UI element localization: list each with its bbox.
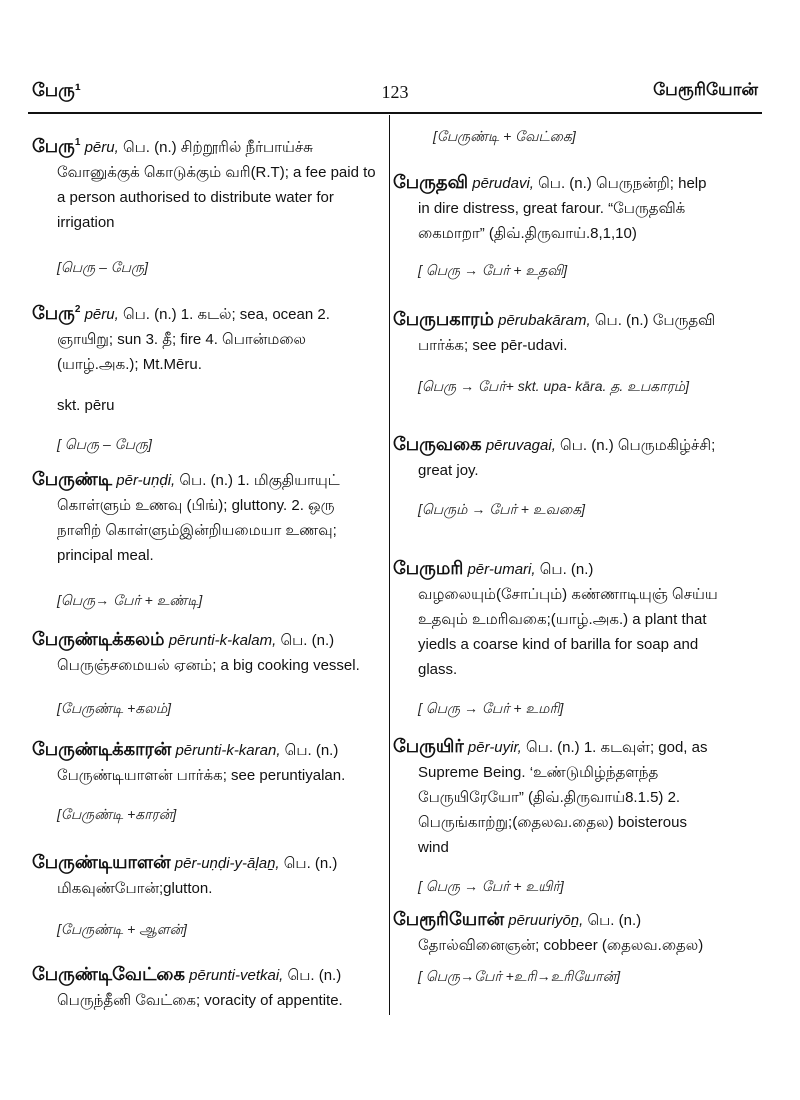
dictionary-entry: [32, 130, 377, 280]
entry-definition: பெ. (n.) தோல்வினைஞன்; cobbeer (தைலவ.தைல): [418, 912, 704, 954]
entry-definition: பெ. (n.) வழலையும்(சோப்பும்) கண்ணாடியுஞ் செய்ய உதவும் உமரிவகை;(யாழ்.அக.) a plant that yiedls a coarse kind of barilla for soap and glass.: [418, 561, 718, 678]
entry-definition: பெ. (n.) 1. மிகுதியாயுட் கொள்ளும் உணவு (பிங்); gluttony. 2. ஒரு நாளிற் கொள்ளும்இன்றியமையா உணவு; principal meal.: [57, 472, 340, 564]
header-right-guideword: பேரூரியோன்: [653, 80, 758, 99]
entry-headword: பேருவகை: [393, 434, 482, 454]
entry-transliteration: pēruvagai,: [485, 437, 556, 454]
entry-headword: பேருண்டி: [32, 469, 113, 489]
entry-transliteration: pērubakāram,: [498, 312, 591, 329]
dictionary-entry: [393, 307, 718, 399]
entry-headword: பேருமரி: [393, 558, 464, 578]
entry-transliteration: pēr-uyir,: [467, 739, 522, 756]
entry-etymology: [ பெரு → பேர் + உமரி]: [418, 700, 564, 716]
entry-transliteration: pērunti-k-karan,: [175, 742, 281, 759]
dictionary-entry: [32, 850, 377, 942]
entry-definition: பெ. (n.) பெருஞ்சமையல் ஏனம்; a big cooking vessel.: [57, 632, 360, 674]
entry-headword: பேருயிர்: [393, 736, 464, 756]
dictionary-entry: [32, 627, 377, 721]
entry-etymology: [பெரு – பேரு]: [57, 259, 148, 275]
entry-definition: பெ. (n.) 1. கடவுள்; god, as Supreme Being. ‘உண்டுமிழ்ந்தளந்த பேருயிரேயோ” (திவ்.திருவாய்8.1.5) 2. பெருங்காற்று;(தைலவ.தைல) boisterous wind: [418, 739, 708, 856]
entry-definition: பெ. (n.) பெருநன்றி; help in dire distress, great farour. “பேருதவிக் கைமாறா” (திவ்.திருவாய்.8,1,10): [418, 175, 707, 242]
entry-definition: பெ. (n.) பெருமகிழ்ச்சி; great joy.: [418, 437, 716, 479]
entry-etymology: [பேருண்டி + வேட்கை]: [433, 128, 576, 144]
entry-definition: பெ. (n.) பெருந்தீனி வேட்கை; voracity of appentite.: [57, 967, 343, 1009]
dictionary-entry: [32, 297, 377, 457]
entry-headword: பேரு$^2$: [32, 303, 81, 323]
entry-headword: பேரு$^1$: [32, 136, 81, 156]
dictionary-entry: [393, 907, 718, 989]
entry-transliteration: pēr-umari,: [467, 561, 536, 578]
entry-headword: பேருண்டிக்கலம்: [32, 629, 165, 649]
dictionary-entry: [32, 962, 377, 1013]
entry-etymology: [பேருண்டி +காரன்]: [57, 806, 177, 822]
entry-etymology: [ பெரு → பேர் + உதவி]: [418, 262, 568, 278]
entry-transliteration: pērunti-k-kalam,: [168, 632, 277, 649]
entry-transliteration: pēruuriyōṉ,: [508, 912, 584, 929]
column-divider: [389, 115, 390, 1015]
entry-etymology: [ பெரு→பேர் +உரி→உரியோன்]: [418, 968, 621, 984]
entry-etymology: [பேருண்டி +கலம்]: [57, 700, 171, 716]
header-left-guideword: பேரு¹: [32, 80, 81, 100]
entry-headword: பேருண்டியாளன்: [32, 852, 171, 872]
entry-etymology: [பெரும் → பேர் + உவகை]: [418, 501, 586, 517]
entry-note: skt. pēru: [57, 397, 115, 414]
entry-etymology: [ பெரு – பேரு]: [57, 436, 152, 452]
entry-definition: பெ. (n.) மிகவுண்போன்;glutton.: [57, 855, 338, 897]
page-number: 123: [381, 82, 409, 102]
entry-headword: பேருதவி: [393, 172, 469, 192]
entry-transliteration: pērunti-vetkai,: [189, 967, 284, 984]
entry-headword: பேரூரியோன்: [393, 909, 505, 929]
entry-transliteration: pēr-uṇḍi-y-āḷaṉ,: [174, 855, 280, 872]
entry-headword: பேருண்டிவேட்கை: [32, 964, 185, 984]
entry-etymology: [பேருண்டி + ஆளன்]: [57, 921, 187, 937]
entry-definition: பெ. (n.) பேருண்டியாளன் பார்க்க; see peruntiyalan.: [57, 742, 346, 784]
dictionary-entry: [32, 467, 377, 613]
header-rule: [28, 112, 762, 114]
entry-transliteration: pērudavi,: [472, 175, 534, 192]
entry-headword: பேருபகாரம்: [393, 309, 494, 329]
entry-definition: பெ. (n.) 1. கடல்; sea, ocean 2. ஞாயிறு; sun 3. தீ; fire 4. பொன்மலை (யாழ்.அக.); Mt.Mēru.: [57, 306, 330, 373]
entry-definition: பெ. (n.) சிற்றூரில் நீர்பாய்ச்சு வோனுக்குக் கொடுக்கும் வரி(R.T); a fee paid to a person authorised to distribute water for irrigation: [57, 139, 376, 231]
page-header: [32, 80, 758, 106]
entry-headword: பேருண்டிக்காரன்: [32, 739, 172, 759]
entry-transliteration: pēru,: [84, 306, 119, 323]
dictionary-entry: [393, 432, 718, 522]
dictionary-entry: [393, 170, 718, 283]
dictionary-entry: [393, 556, 718, 721]
entry-etymology: [ பெரு → பேர் + உயிர்]: [418, 878, 564, 894]
dictionary-entry: [393, 734, 718, 899]
entry-transliteration: pēr-uṇḍi,: [116, 472, 176, 489]
entry-definition: பெ. (n.) பேருதவி பார்க்க; see pēr-udavi.: [418, 312, 716, 354]
entry-etymology: [பெரு → பேர்+ skt. upa- kāra. த. உபகாரம்]: [418, 378, 689, 394]
dictionary-entry: [32, 737, 377, 827]
entry-transliteration: pēru,: [84, 139, 119, 156]
entry-etymology: [பெரு→ பேர் + உண்டி]: [57, 592, 203, 608]
entry-continuation: [433, 124, 718, 149]
